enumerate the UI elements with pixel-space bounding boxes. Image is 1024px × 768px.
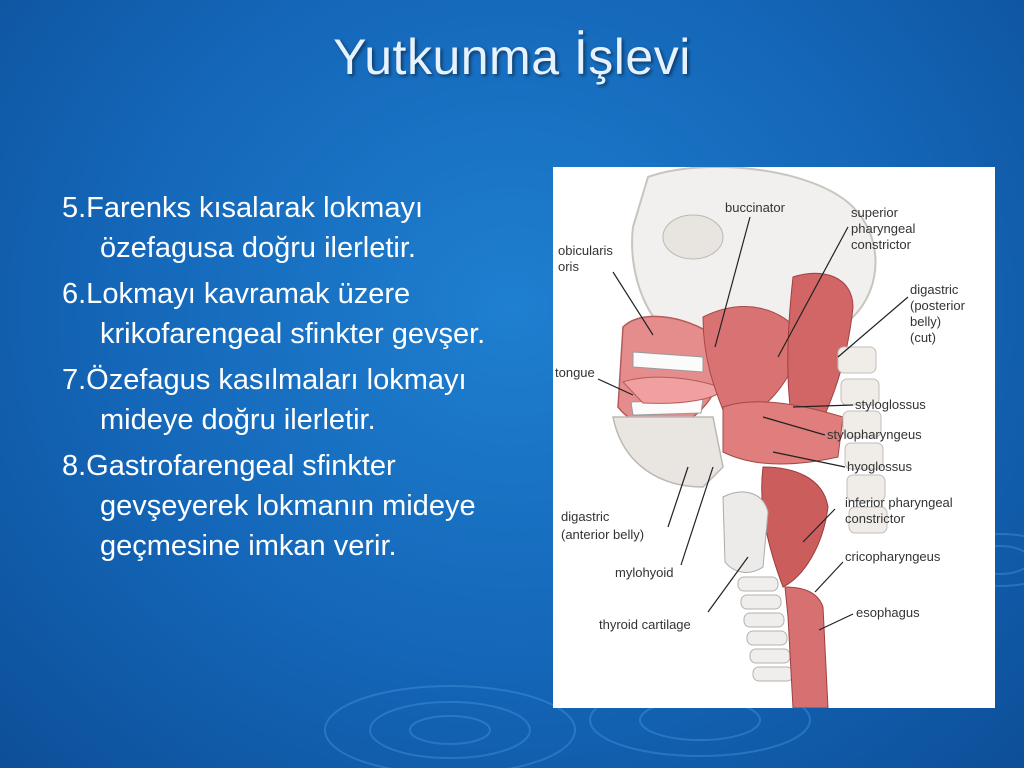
label-obicularis-1: obicularis: [558, 243, 613, 258]
slide-title: Yutkunma İşlevi: [333, 29, 691, 85]
pharynx-muscles-illustration: [553, 167, 995, 708]
label-superior-1: superior: [851, 205, 898, 220]
bullet-list: [62, 188, 512, 572]
label-cricopharyngeus: cricopharyngeus: [845, 549, 941, 564]
label-hyoglossus: hyoglossus: [847, 459, 913, 474]
bullet-item: 7.Özefagus kasılmaları lokmayı mideye doğru ilerletir.: [62, 364, 467, 436]
eye-socket: [663, 215, 723, 259]
label-buccinator: buccinator: [725, 200, 785, 215]
label-inferior-1: inferior pharyngeal: [845, 495, 953, 510]
anatomy-figure: [553, 167, 995, 708]
label-mylohyoid: mylohyoid: [615, 565, 674, 580]
label-obicularis-2: oris: [558, 259, 579, 274]
trachea: [738, 577, 793, 681]
label-thyroid-cartilage: thyroid cartilage: [599, 617, 691, 632]
label-esophagus: esophagus: [856, 605, 920, 620]
esophagus-muscle: [785, 587, 828, 708]
label-digastric-ant-2: (anterior belly): [561, 527, 645, 542]
label-styloglossus: styloglossus: [855, 397, 926, 412]
label-digastric-ant-1: digastric: [561, 509, 610, 524]
mandible: [613, 417, 723, 487]
label-digastric-post-2: (posterior: [910, 298, 965, 313]
label-inferior-2: constrictor: [845, 511, 905, 526]
bullet-item: 8.Gastrofarengeal sfinkter gevşeyerek lokmanın mideye geçmesine imkan verir.: [62, 450, 476, 562]
bullet-item: 6.Lokmayı kavramak üzere krikofarengeal sfinkter gevşer.: [62, 278, 486, 350]
label-digastric-post-4: (cut): [910, 330, 936, 345]
label-superior-3: constrictor: [851, 237, 911, 252]
label-tongue: tongue: [555, 365, 595, 380]
label-digastric-post-3: belly): [910, 314, 942, 329]
bullet-item: 5.Farenks kısalarak lokmayı özefagusa doğru ilerletir.: [62, 192, 424, 264]
label-superior-2: pharyngeal: [851, 221, 916, 236]
label-stylopharyngeus: stylopharyngeus: [827, 427, 922, 442]
label-digastric-post-1: digastric: [910, 282, 959, 297]
